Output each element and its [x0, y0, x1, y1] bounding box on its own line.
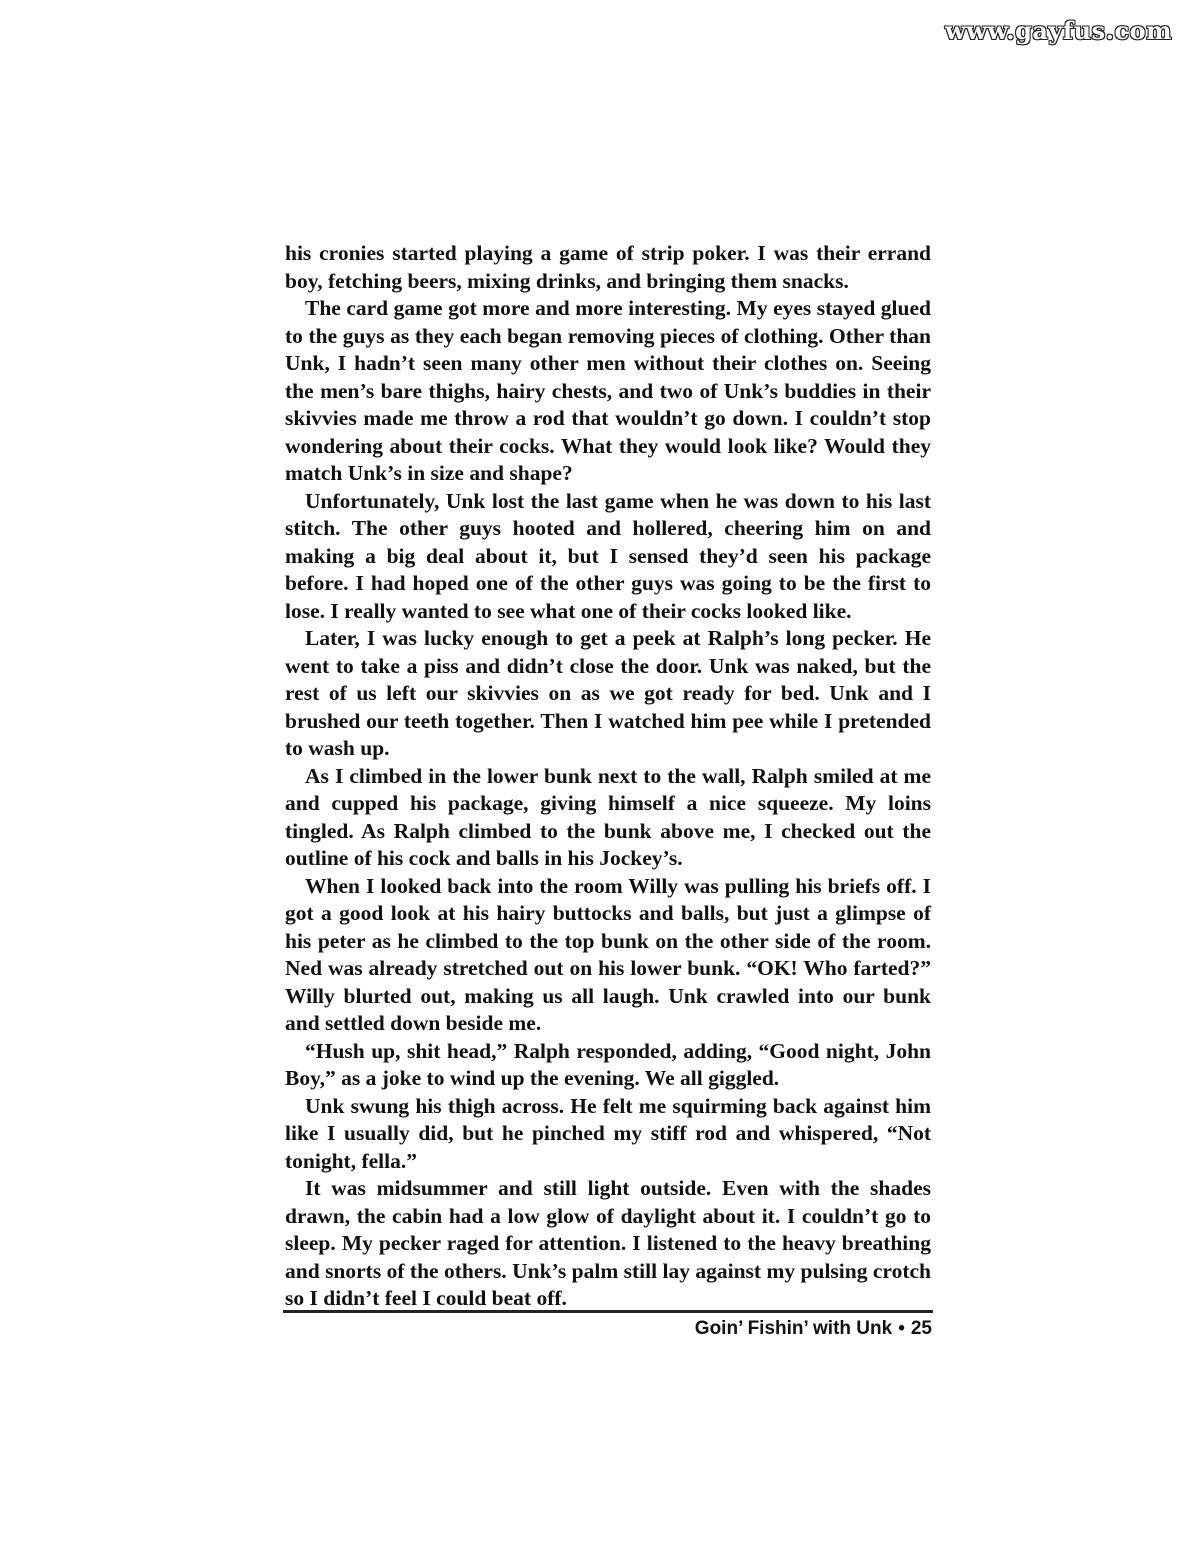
- paragraph: his cronies started playing a game of strip poker. I was their errand boy, fetching beers, mixing drinks, and bringing them snacks.: [285, 241, 931, 293]
- paragraph: As I climbed in the lower bunk next to the wall, Ralph smiled at me and cupped his package, giving himself a nice squeeze. My loins tingled. As Ralph climbed to the bunk above me, I checked out the outline of his cock and balls in his Jockey’s.: [285, 763, 931, 870]
- watermark: www.gayfus.com: [945, 16, 1172, 45]
- paragraph: The card game got more and more interesting. My eyes stayed glued to the guys as they each began removing pieces of clothing. Other than Unk, I hadn’t seen many other men without their clothes on. Seeing the men’s bare thighs, hairy chests, and two of Unk’s buddies in their skivvies made me throw a rod that wouldn’t go down. I couldn’t stop wondering about their cocks. What they would look like? Would they match Unk’s in size and shape?: [285, 296, 931, 485]
- page-number: 25: [910, 1318, 932, 1339]
- paragraph: Later, I was lucky enough to get a peek at Ralph’s long pecker. He went to take a piss and didn’t close the door. Unk was naked, but the rest of us left our skivvies on as we got ready for bed. Unk and I brushed our teeth together. Then I watched him pee while I pretended to wash up.: [285, 626, 931, 760]
- paragraph: When I looked back into the room Willy was pulling his briefs off. I got a good look at his hairy buttocks and balls, but just a glimpse of his peter as he climbed to the top bunk on the other side of the room. Ned was already stretched out on his lower bunk. “OK! Who farted?” Willy blurted out, making us all laugh. Unk crawled into our bunk and settled down beside me.: [285, 873, 931, 1035]
- running-footer: [695, 1318, 932, 1340]
- paragraph: Unk swung his thigh across. He felt me squirming back against him like I usually did, but he pinched my stiff rod and whispered, “Not tonight, fella.”: [285, 1093, 931, 1173]
- body-text: [285, 240, 931, 1313]
- paragraph: It was midsummer and still light outside. Even with the shades drawn, the cabin had a low glow of daylight about it. I couldn’t go to sleep. My pecker raged for attention. I listened to the heavy breathing and snorts of the others. Unk’s palm still lay against my pulsing crotch so I didn’t feel I could beat off.: [285, 1176, 931, 1310]
- paragraph: Unfortunately, Unk lost the last game when he was down to his last stitch. The other guys hooted and hollered, cheering him on and making a big deal about it, but I sensed they’d seen his package before. I had hoped one of the other guys was going to be the first to lose. I really wanted to see what one of their cocks looked like.: [285, 488, 931, 623]
- paragraph: “Hush up, shit head,” Ralph responded, adding, “Good night, John Boy,” as a joke to wind up the evening. We all giggled.: [285, 1038, 931, 1090]
- footer-rule: [283, 1310, 933, 1313]
- footer-separator: •: [898, 1318, 905, 1339]
- book-title: Goin’ Fishin’ with Unk: [694, 1318, 893, 1339]
